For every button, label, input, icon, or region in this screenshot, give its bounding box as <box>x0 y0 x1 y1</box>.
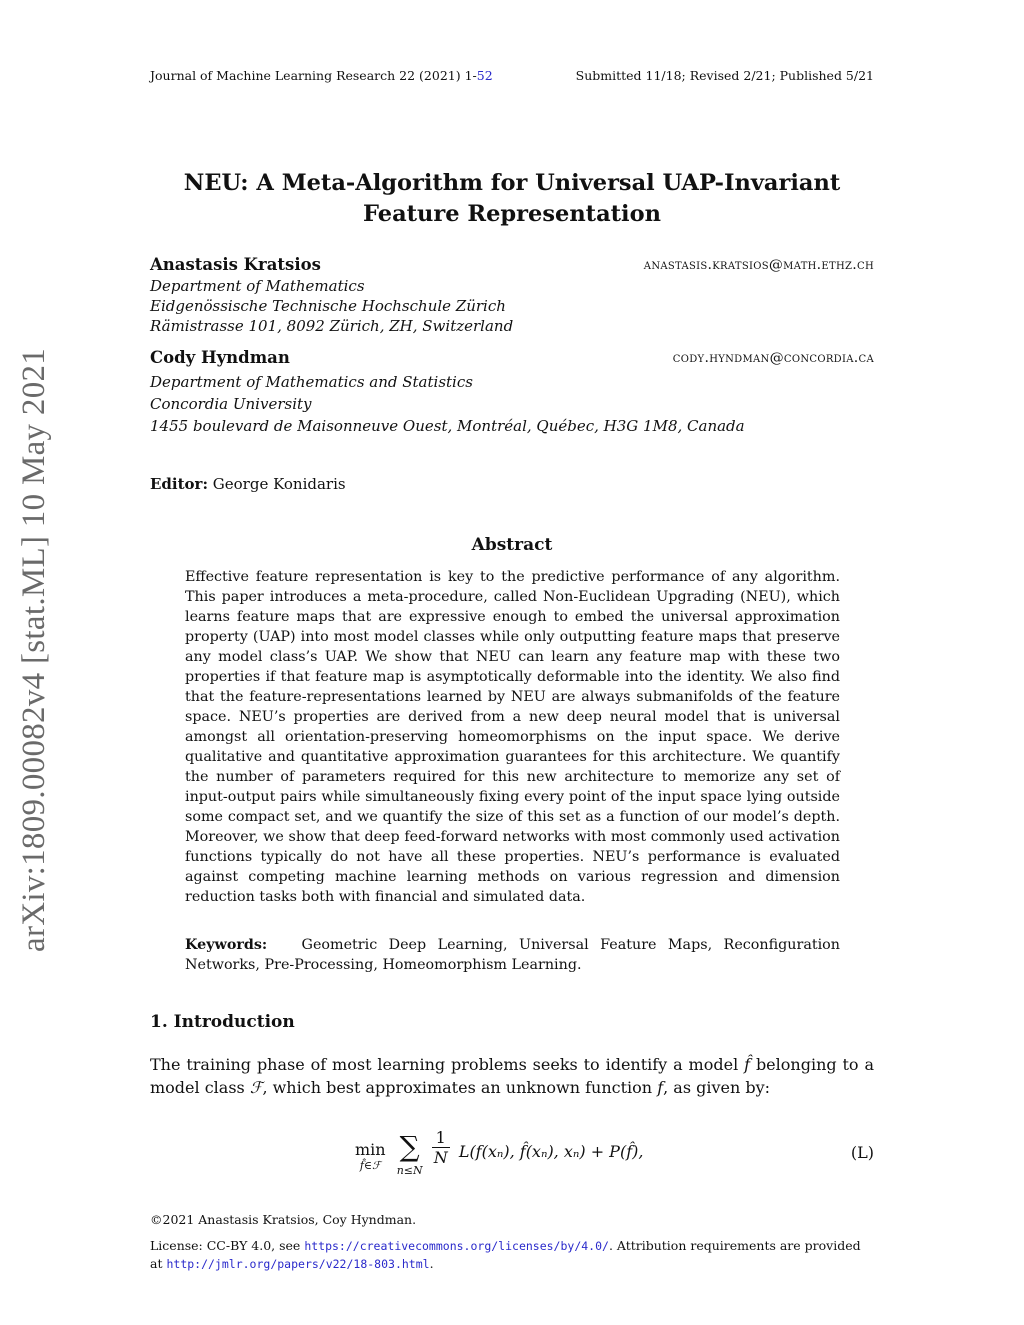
author-1-affiliation <box>150 276 513 336</box>
author-2-affiliation <box>150 371 745 437</box>
license-prefix: License: CC-BY 4.0, see <box>150 1238 301 1253</box>
eq-frac-num: 1 <box>435 1128 446 1147</box>
title-line-1: NEU: A Meta-Algorithm for Universal UAP-Invariant <box>183 170 841 196</box>
keywords-text: Geometric Deep Learning, Universal Feature Maps, Reconfiguration Networks, Pre-Processing, Homeomorphism Learning. <box>185 937 840 973</box>
title-line-2: Feature Representation <box>363 201 661 227</box>
intro-text: , as given by: <box>663 1078 771 1097</box>
author-1-name: Anastasis Kratsios <box>150 255 321 274</box>
affiliation-line: Department of Mathematics <box>150 277 365 295</box>
eq-frac-den: N <box>433 1148 448 1167</box>
affiliation-line: Rämistrasse 101, 8092 Zürich, ZH, Switzerland <box>150 317 514 335</box>
intro-text: The training phase of most learning problems seeks to identify a model <box>150 1055 739 1074</box>
equation-L <box>150 1128 874 1188</box>
author-1-email[interactable]: anastasis.kratsios@math.ethz.ch <box>643 257 874 273</box>
eq-expression: L(f(xₙ), f̂(xₙ), xₙ) + P(f̂), <box>458 1142 644 1161</box>
license-link[interactable]: https://creativecommons.org/licenses/by/4.0/ <box>304 1239 609 1253</box>
eq-sum-sub: n≤N <box>396 1164 423 1177</box>
intro-paragraph <box>150 1053 874 1099</box>
equation-label: (L) <box>850 1143 874 1162</box>
journal-page-link[interactable]: 52 <box>476 68 493 83</box>
journal-header <box>150 68 493 83</box>
eq-min-sub: f̂∈ℱ <box>359 1159 381 1172</box>
license-end: . <box>429 1256 434 1271</box>
editor-label: Editor: <box>150 475 208 493</box>
journal-name: Journal of Machine Learning Research 22 (2021) 1- <box>150 68 477 83</box>
affiliation-line: Department of Mathematics and Statistics <box>150 373 473 391</box>
keywords-label: Keywords: <box>185 937 268 953</box>
editor-name: George Konidaris <box>212 475 346 493</box>
abstract-text: Effective feature representation is key to the predictive performance of any algorithm. This paper introduces a meta-procedure, called Non-Euclidean Upgrading (NEU), which learns feature maps that are expressive enough to embed the universal approximation property (UAP) into most model classes while only outputting feature maps that preserve any model class’s UAP. We show that NEU can learn any feature map with these two properties if that feature map is asymptotically deformable into the identity. We also find that the feature-representations learned by NEU are always submanifolds of the feature space. NEU’s properties are derived from a new deep neural model that is universal amongst all orientation-preserving homeomorphisms on the input space. We derive qualitative and quantitative approximation guarantees for this architecture. We quantify the number of parameters required for this new architecture to memorize any set of input-output pairs while simultaneously fixing every point of the input space lying outside some compact set, and we quantify the size of this set as a function of our model’s depth. Moreover, we show that deep feed-forward networks with most commonly used activation functions typically do not have all these properties. NEU’s performance is evaluated against competing machine learning methods on various regression and dimension reduction tasks both with financial and simulated data. <box>185 569 840 905</box>
intro-text: , which best approximates an unknown function <box>262 1078 653 1097</box>
paper-title <box>150 168 874 230</box>
affiliation-line: 1455 boulevard de Maisonneuve Ouest, Montréal, Québec, H3G 1M8, Canada <box>150 417 745 435</box>
license-notice <box>150 1237 874 1273</box>
eq-min: min <box>355 1140 386 1159</box>
math-f: f <box>657 1078 664 1097</box>
copyright-notice: ©2021 Anastasis Kratsios, Coy Hyndman. <box>150 1212 417 1227</box>
author-2-name: Cody Hyndman <box>150 348 290 367</box>
abstract-heading: Abstract <box>471 535 553 555</box>
paper-link[interactable]: http://jmlr.org/papers/v22/18-803.html <box>166 1257 430 1271</box>
editor <box>150 475 346 493</box>
math-fhat: f̂ <box>744 1055 751 1074</box>
license-at: at <box>150 1256 163 1271</box>
affiliation-line: Eidgenössische Technische Hochschule Zürich <box>150 297 506 315</box>
license-mid: . Attribution requirements are provided <box>608 1238 861 1253</box>
section-heading: 1. Introduction <box>150 1012 295 1032</box>
intro-text: belonging to a model class <box>150 1055 875 1097</box>
math-class: ℱ <box>249 1078 263 1097</box>
keywords <box>185 935 840 975</box>
affiliation-line: Concordia University <box>150 395 312 413</box>
publication-dates: Submitted 11/18; Revised 2/21; Published 5/21 <box>575 68 874 83</box>
eq-sum: ∑ <box>399 1130 420 1163</box>
arxiv-stamp: arXiv:1809.00082v4 [stat.ML] 10 May 2021 <box>16 347 52 952</box>
equation-body <box>355 1128 643 1177</box>
author-2-email[interactable]: cody.hyndman@concordia.ca <box>672 350 874 366</box>
